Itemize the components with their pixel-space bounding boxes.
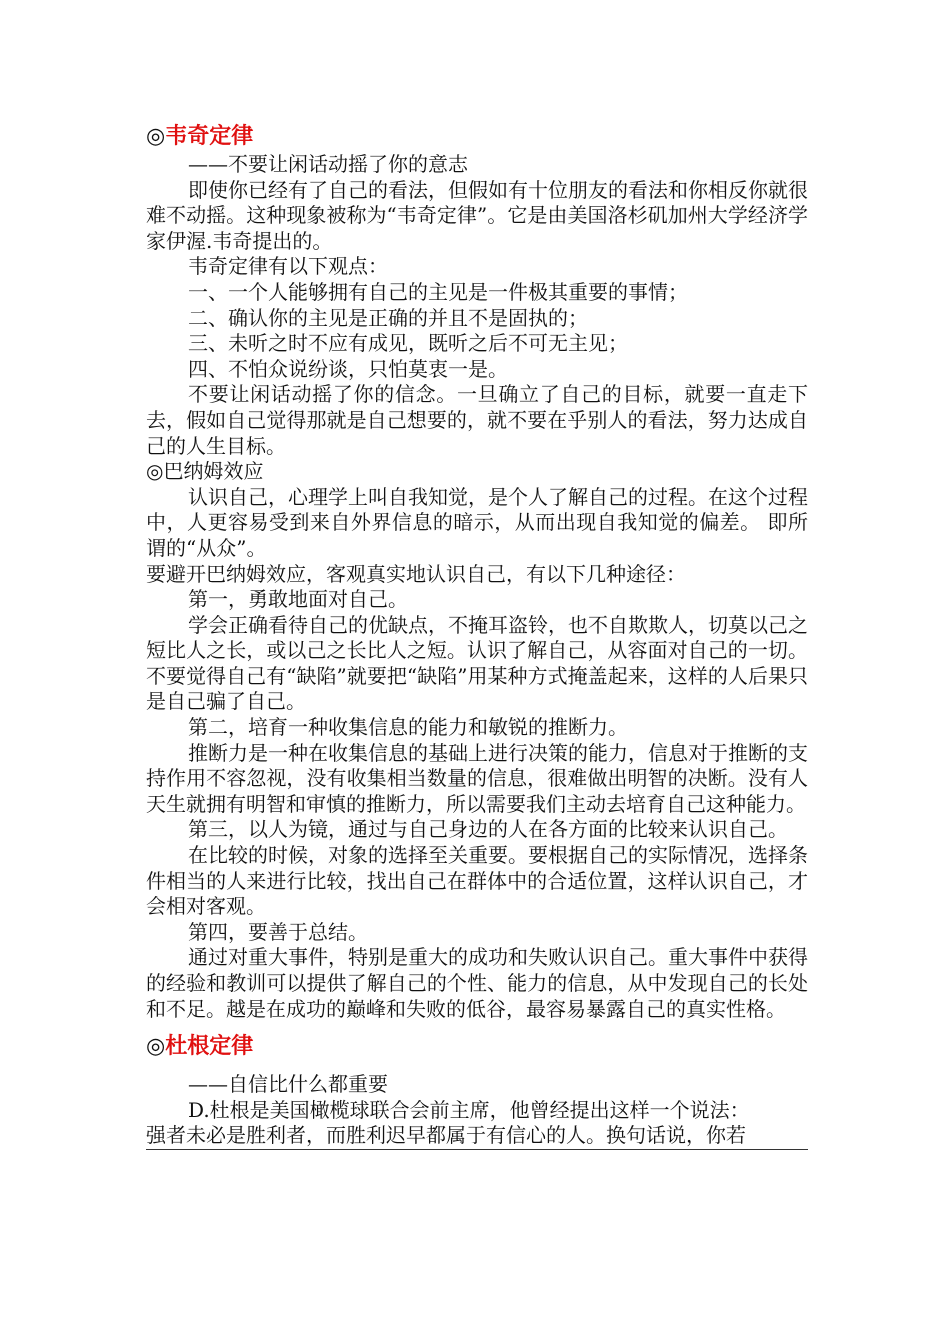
spacer	[146, 1022, 808, 1032]
section-heading-dugen	[146, 1032, 808, 1062]
paragraph: 第二，培育一种收集信息的能力和敏锐的推断力。	[188, 715, 628, 740]
paragraph: 第一，勇敢地面对自己。	[188, 587, 408, 612]
paragraph: 即使你已经有了自己的看法，但假如有十位朋友的看法和你相反你就很难不动摇。这种现象被称为“韦奇定律”。它是由美国洛杉矶加州大学经济学家伊渥.韦奇提出的。	[146, 177, 808, 253]
bullet-symbol: ◎	[146, 124, 166, 149]
section-heading-weiqi	[146, 122, 808, 152]
paragraph-underlined: 强者未必是胜利者，而胜利迟早都属于有信心的人。换句话说，你若	[146, 1123, 808, 1150]
list-item: 四、不怕众说纷谈，只怕莫衷一是。	[188, 356, 508, 381]
list-item: 三、未听之时不应有成见，既听之后不可无主见；	[188, 331, 628, 356]
paragraph: 学会正确看待自己的优缺点，不掩耳盗铃，也不自欺欺人，切莫以己之短比人之长，或以己之长比人之短。认识了解自己，从容面对自己的一切。不要觉得自己有“缺陷”就要把“缺陷”用某种方式掩盖起来，这样的人后果只是自己骗了自己。	[146, 612, 808, 714]
subtitle: ——自信比什么都重要	[188, 1072, 388, 1097]
list-item: 二、确认你的主见是正确的并且不是固执的；	[188, 305, 588, 330]
subtitle: ——不要让闲话动摇了你的意志	[188, 152, 468, 176]
heading-text: 韦奇定律	[165, 124, 254, 149]
paragraph: 韦奇定律有以下观点：	[188, 254, 388, 279]
paragraph: 第四，要善于总结。	[188, 919, 368, 944]
paragraph: 通过对重大事件，特别是重大的成功和失败认识自己。重大事件中获得的经验和教训可以提供了解自己的个性、能力的信息，从中发现自己的长处和不足。越是在成功的巅峰和失败的低谷，最容易暴露自己的真实性格。	[146, 945, 808, 1021]
paragraph: 要避开巴纳姆效应，客观真实地认识自己，有以下几种途径：	[146, 561, 686, 586]
paragraph: 认识自己，心理学上叫自我知觉，是个人了解自己的过程。在这个过程中，人更容易受到来自外界信息的暗示，从而出现自我知觉的偏差。 即所谓的“从众”。	[146, 484, 808, 560]
bullet-symbol: ◎	[146, 1034, 166, 1060]
list-item: 一、一个人能够拥有自己的主见是一件极其重要的事情；	[188, 279, 688, 304]
paragraph: 在比较的时候，对象的选择至关重要。要根据自己的实际情况，选择条件相当的人来进行比较，找出自己在群体中的合适位置，这样认识自己，才会相对客观。	[146, 843, 808, 919]
document-page	[146, 122, 808, 1150]
section-heading-barnum: ◎巴纳姆效应	[146, 459, 264, 484]
paragraph: D.杜根是美国橄榄球联合会前主席，他曾经提出这样一个说法：	[188, 1097, 750, 1122]
paragraph: 不要让闲话动摇了你的信念。一旦确立了自己的目标，就要一直走下去，假如自己觉得那就是自己想要的，就不要在乎别人的看法，努力达成自己的人生目标。	[146, 382, 808, 458]
heading-text: 杜根定律	[165, 1034, 254, 1060]
paragraph: 第三，以人为镜，通过与自己身边的人在各方面的比较来认识自己。	[188, 817, 788, 842]
paragraph: 推断力是一种在收集信息的基础上进行决策的能力，信息对于推断的支持作用不容忽视，没有收集相当数量的信息，很难做出明智的决断。没有人天生就拥有明智和审慎的推断力，所以需要我们主动去培育自己这种能力。	[146, 740, 808, 816]
spacer	[146, 1062, 808, 1072]
